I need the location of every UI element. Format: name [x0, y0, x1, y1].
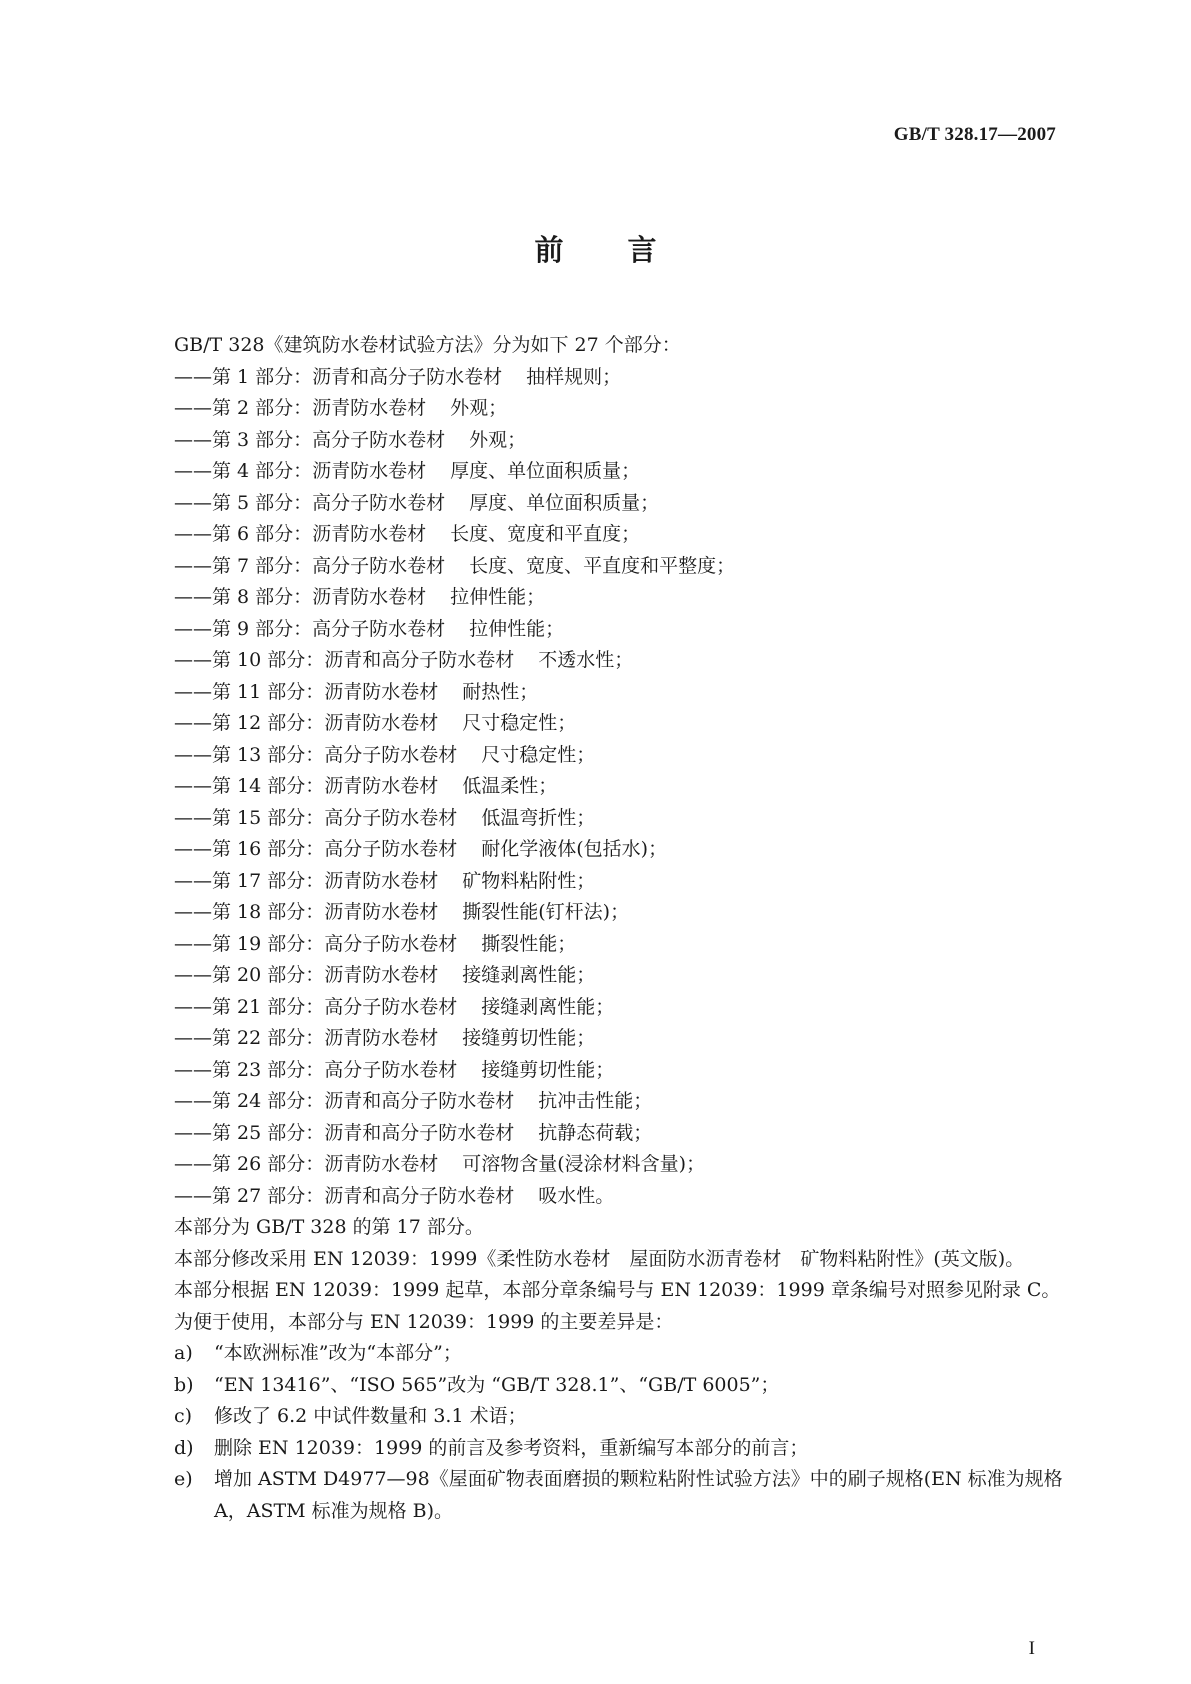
part-topic: 尺寸稳定性；: [481, 743, 596, 766]
part-item: [174, 645, 1070, 677]
part-topic: 抽样规则；: [526, 365, 622, 388]
part-prefix: ——第 19 部分：高分子防水卷材: [174, 932, 458, 955]
title-char-1: 前: [534, 233, 564, 267]
foreword-body: [174, 330, 1070, 1527]
part-item: [174, 740, 1070, 772]
part-topic: 吸水性。: [538, 1184, 615, 1207]
paragraph-1: 本部分为 GB/T 328 的第 17 部分。: [174, 1216, 484, 1238]
part-topic: 低温弯折性；: [481, 806, 596, 829]
part-item: [174, 929, 1070, 961]
part-topic: 耐热性；: [462, 680, 539, 703]
difference-text: 增加 ASTM D4977—98《屋面矿物表面磨损的颗粒粘附性试验方法》中的刷子规格(EN 标准为规格 A，ASTM 标准为规格 B)。: [214, 1468, 1063, 1522]
part-prefix: ——第 23 部分：高分子防水卷材: [174, 1058, 458, 1081]
difference-text: 删除 EN 12039：1999 的前言及参考资料，重新编写本部分的前言；: [214, 1436, 809, 1459]
part-topic: 尺寸稳定性；: [462, 712, 577, 734]
difference-marker: b): [174, 1373, 194, 1396]
part-prefix: ——第 5 部分：高分子防水卷材: [174, 491, 446, 514]
part-item: [174, 1149, 1070, 1181]
part-prefix: ——第 4 部分：沥青防水卷材: [174, 460, 427, 482]
part-prefix: ——第 7 部分：高分子防水卷材: [174, 554, 446, 577]
part-prefix: ——第 12 部分：沥青防水卷材: [174, 712, 439, 734]
part-prefix: ——第 15 部分：高分子防水卷材: [174, 806, 458, 829]
difference-item: [174, 1370, 1070, 1402]
part-topic: 低温柔性；: [462, 775, 558, 797]
part-prefix: ——第 27 部分：沥青和高分子防水卷材: [174, 1184, 515, 1207]
part-item: [174, 1055, 1070, 1087]
part-item: [174, 834, 1070, 866]
standard-number: GB/T 328.17—2007: [893, 124, 1056, 145]
part-topic: 接缝剪切性能；: [481, 1058, 615, 1081]
part-item: [174, 519, 1070, 551]
difference-item: [174, 1464, 1070, 1527]
part-prefix: ——第 2 部分：沥青防水卷材: [174, 397, 427, 419]
part-item: [174, 1118, 1070, 1150]
part-item: [174, 992, 1070, 1024]
part-item: [174, 960, 1070, 992]
part-prefix: ——第 3 部分：高分子防水卷材: [174, 428, 446, 451]
paragraph-2: 本部分修改采用 EN 12039：1999《柔性防水卷材 屋面防水沥青卷材 矿物料粘附性》(英文版)。: [174, 1247, 1025, 1270]
part-prefix: ——第 20 部分：沥青防水卷材: [174, 964, 439, 986]
part-prefix: ——第 24 部分：沥青和高分子防水卷材: [174, 1090, 515, 1112]
part-prefix: ——第 13 部分：高分子防水卷材: [174, 743, 458, 766]
difference-marker: a): [174, 1342, 193, 1364]
difference-marker: c): [174, 1405, 193, 1427]
part-topic: 耐化学液体(包括水)；: [481, 838, 668, 860]
part-topic: 厚度、单位面积质量；: [469, 491, 660, 514]
part-item: [174, 393, 1070, 425]
part-topic: 接缝剪切性能；: [462, 1027, 596, 1049]
paragraph-4: 为便于使用，本部分与 EN 12039：1999 的主要差异是：: [174, 1310, 674, 1333]
part-prefix: ——第 14 部分：沥青防水卷材: [174, 775, 439, 797]
page-title: [0, 228, 1191, 269]
part-topic: 厚度、单位面积质量；: [450, 460, 641, 482]
differences-list: [174, 1338, 1070, 1527]
part-item: [174, 362, 1070, 394]
part-item: [174, 488, 1070, 520]
part-topic: 接缝剥离性能；: [462, 964, 596, 986]
part-topic: 拉伸性能；: [450, 586, 546, 608]
difference-text: “本欧洲标准”改为“本部分”；: [214, 1342, 462, 1364]
part-prefix: ——第 10 部分：沥青和高分子防水卷材: [174, 649, 515, 671]
part-item: [174, 1181, 1070, 1213]
difference-item: [174, 1338, 1070, 1370]
intro-line: GB/T 328《建筑防水卷材试验方法》分为如下 27 个部分：: [174, 334, 681, 356]
part-prefix: ——第 21 部分：高分子防水卷材: [174, 995, 458, 1018]
parts-list: [174, 362, 1070, 1213]
part-topic: 抗冲击性能；: [538, 1090, 653, 1112]
difference-marker: d): [174, 1436, 194, 1459]
part-prefix: ——第 26 部分：沥青防水卷材: [174, 1153, 439, 1175]
part-prefix: ——第 18 部分：沥青防水卷材: [174, 901, 439, 923]
part-topic: 接缝剥离性能；: [481, 995, 615, 1018]
part-prefix: ——第 25 部分：沥青和高分子防水卷材: [174, 1121, 515, 1144]
part-topic: 矿物料粘附性；: [462, 869, 596, 892]
part-topic: 抗静态荷载；: [538, 1121, 653, 1144]
part-topic: 长度、宽度和平直度；: [450, 523, 641, 545]
part-item: [174, 1023, 1070, 1055]
difference-item: [174, 1401, 1070, 1433]
part-prefix: ——第 8 部分：沥青防水卷材: [174, 586, 427, 608]
part-item: [174, 677, 1070, 709]
part-topic: 长度、宽度、平直度和平整度；: [469, 554, 736, 577]
part-topic: 撕裂性能；: [481, 932, 577, 955]
part-topic: 不透水性；: [538, 649, 634, 671]
difference-marker: e): [174, 1468, 193, 1490]
paragraph-3: 本部分根据 EN 12039：1999 起草，本部分章条编号与 EN 12039：1999 章条编号对照参见附录 C。: [174, 1279, 1061, 1301]
part-item: [174, 708, 1070, 740]
difference-text: “EN 13416”、“ISO 565”改为 “GB/T 328.1”、“GB/T 6005”；: [214, 1373, 780, 1396]
difference-text: 修改了 6.2 中试件数量和 3.1 术语；: [214, 1405, 527, 1427]
part-topic: 拉伸性能；: [469, 617, 565, 640]
part-prefix: ——第 6 部分：沥青防水卷材: [174, 523, 427, 545]
part-item: [174, 551, 1070, 583]
part-item: [174, 866, 1070, 898]
part-item: [174, 771, 1070, 803]
difference-item: [174, 1433, 1070, 1465]
part-item: [174, 582, 1070, 614]
part-topic: 可溶物含量(浸涂材料含量)；: [462, 1153, 706, 1175]
part-prefix: ——第 1 部分：沥青和高分子防水卷材: [174, 365, 503, 388]
part-prefix: ——第 11 部分：沥青防水卷材: [174, 680, 439, 703]
part-prefix: ——第 9 部分：高分子防水卷材: [174, 617, 446, 640]
part-item: [174, 897, 1070, 929]
part-prefix: ——第 22 部分：沥青防水卷材: [174, 1027, 439, 1049]
part-item: [174, 425, 1070, 457]
page-number: I: [1028, 1638, 1035, 1659]
part-prefix: ——第 17 部分：沥青防水卷材: [174, 869, 439, 892]
part-item: [174, 614, 1070, 646]
title-char-2: 言: [627, 233, 657, 267]
part-topic: 外观；: [450, 397, 508, 419]
part-item: [174, 803, 1070, 835]
part-item: [174, 1086, 1070, 1118]
part-prefix: ——第 16 部分：高分子防水卷材: [174, 838, 458, 860]
part-item: [174, 456, 1070, 488]
part-topic: 外观；: [469, 428, 527, 451]
part-topic: 撕裂性能(钉杆法)；: [462, 901, 630, 923]
